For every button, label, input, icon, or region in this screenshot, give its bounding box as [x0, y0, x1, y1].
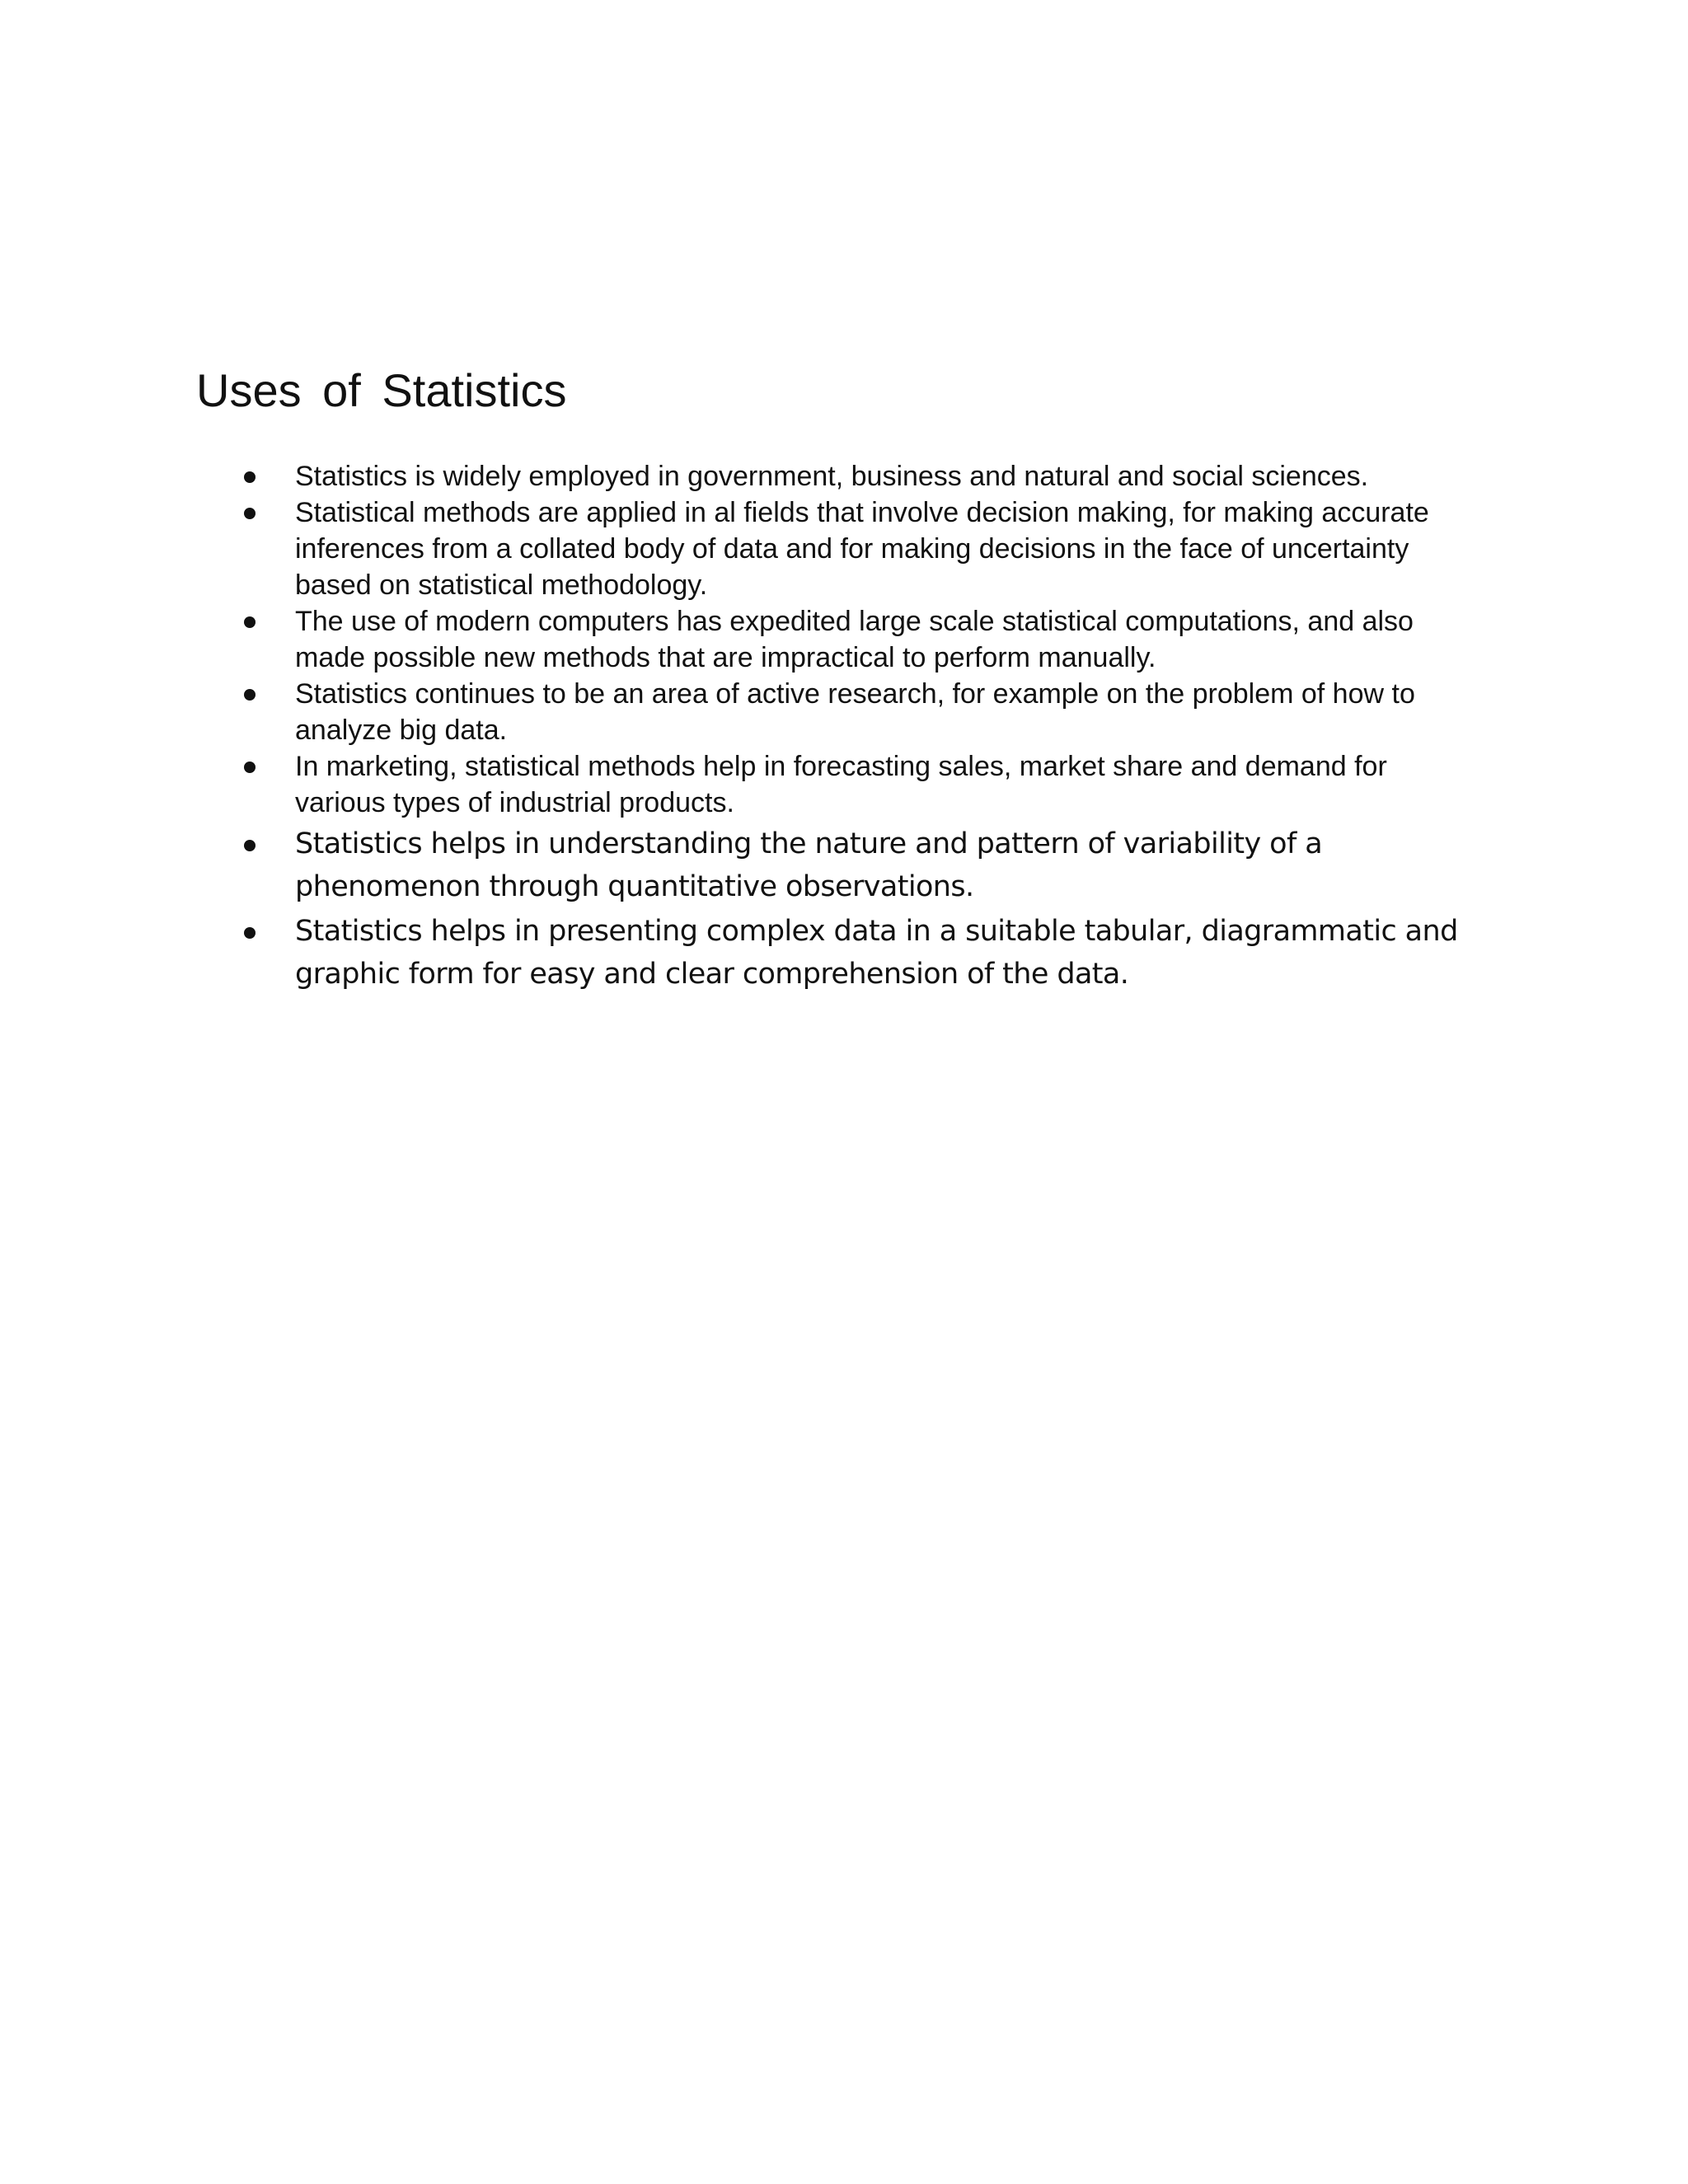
page-title: Uses of Statistics — [196, 364, 567, 416]
list-item-text: Statistics helps in presenting complex data in a suitable tabular, diagrammatic and graphic form for easy and clear comprehension of the data. — [295, 915, 1458, 991]
list-item — [0, 748, 1465, 821]
list-item — [0, 458, 1465, 494]
bullet-icon — [244, 762, 256, 773]
list-item — [0, 910, 1465, 996]
uses-list — [0, 458, 1688, 996]
bullet-icon — [244, 508, 256, 519]
bullet-icon — [244, 471, 256, 483]
list-item — [0, 823, 1465, 908]
bullet-icon — [244, 689, 256, 701]
bullet-icon — [244, 840, 256, 851]
list-item-text: The use of modern computers has expedited large scale statistical computations, and also made possible new methods that are impractical to perform manually. — [295, 606, 1414, 673]
list-item-text: Statistics helps in understanding the nature and pattern of variability of a phenomenon through quantitative observations. — [295, 827, 1323, 903]
list-item — [0, 603, 1465, 676]
list-item — [0, 494, 1465, 603]
list-item-text: Statistical methods are applied in al fields that involve decision making, for making accurate inferences from a collated body of data and for making decisions in the face of uncertainty based on statistical methodology. — [295, 497, 1429, 601]
list-item — [0, 676, 1465, 748]
bullet-icon — [244, 616, 256, 628]
list-item-text: Statistics continues to be an area of active research, for example on the problem of how to analyze big data. — [295, 678, 1415, 746]
list-item-text: In marketing, statistical methods help in forecasting sales, market share and demand for various types of industrial products. — [295, 751, 1387, 818]
list-item-text: Statistics is widely employed in government, business and natural and social sciences. — [295, 461, 1369, 492]
bullet-icon — [244, 927, 256, 939]
